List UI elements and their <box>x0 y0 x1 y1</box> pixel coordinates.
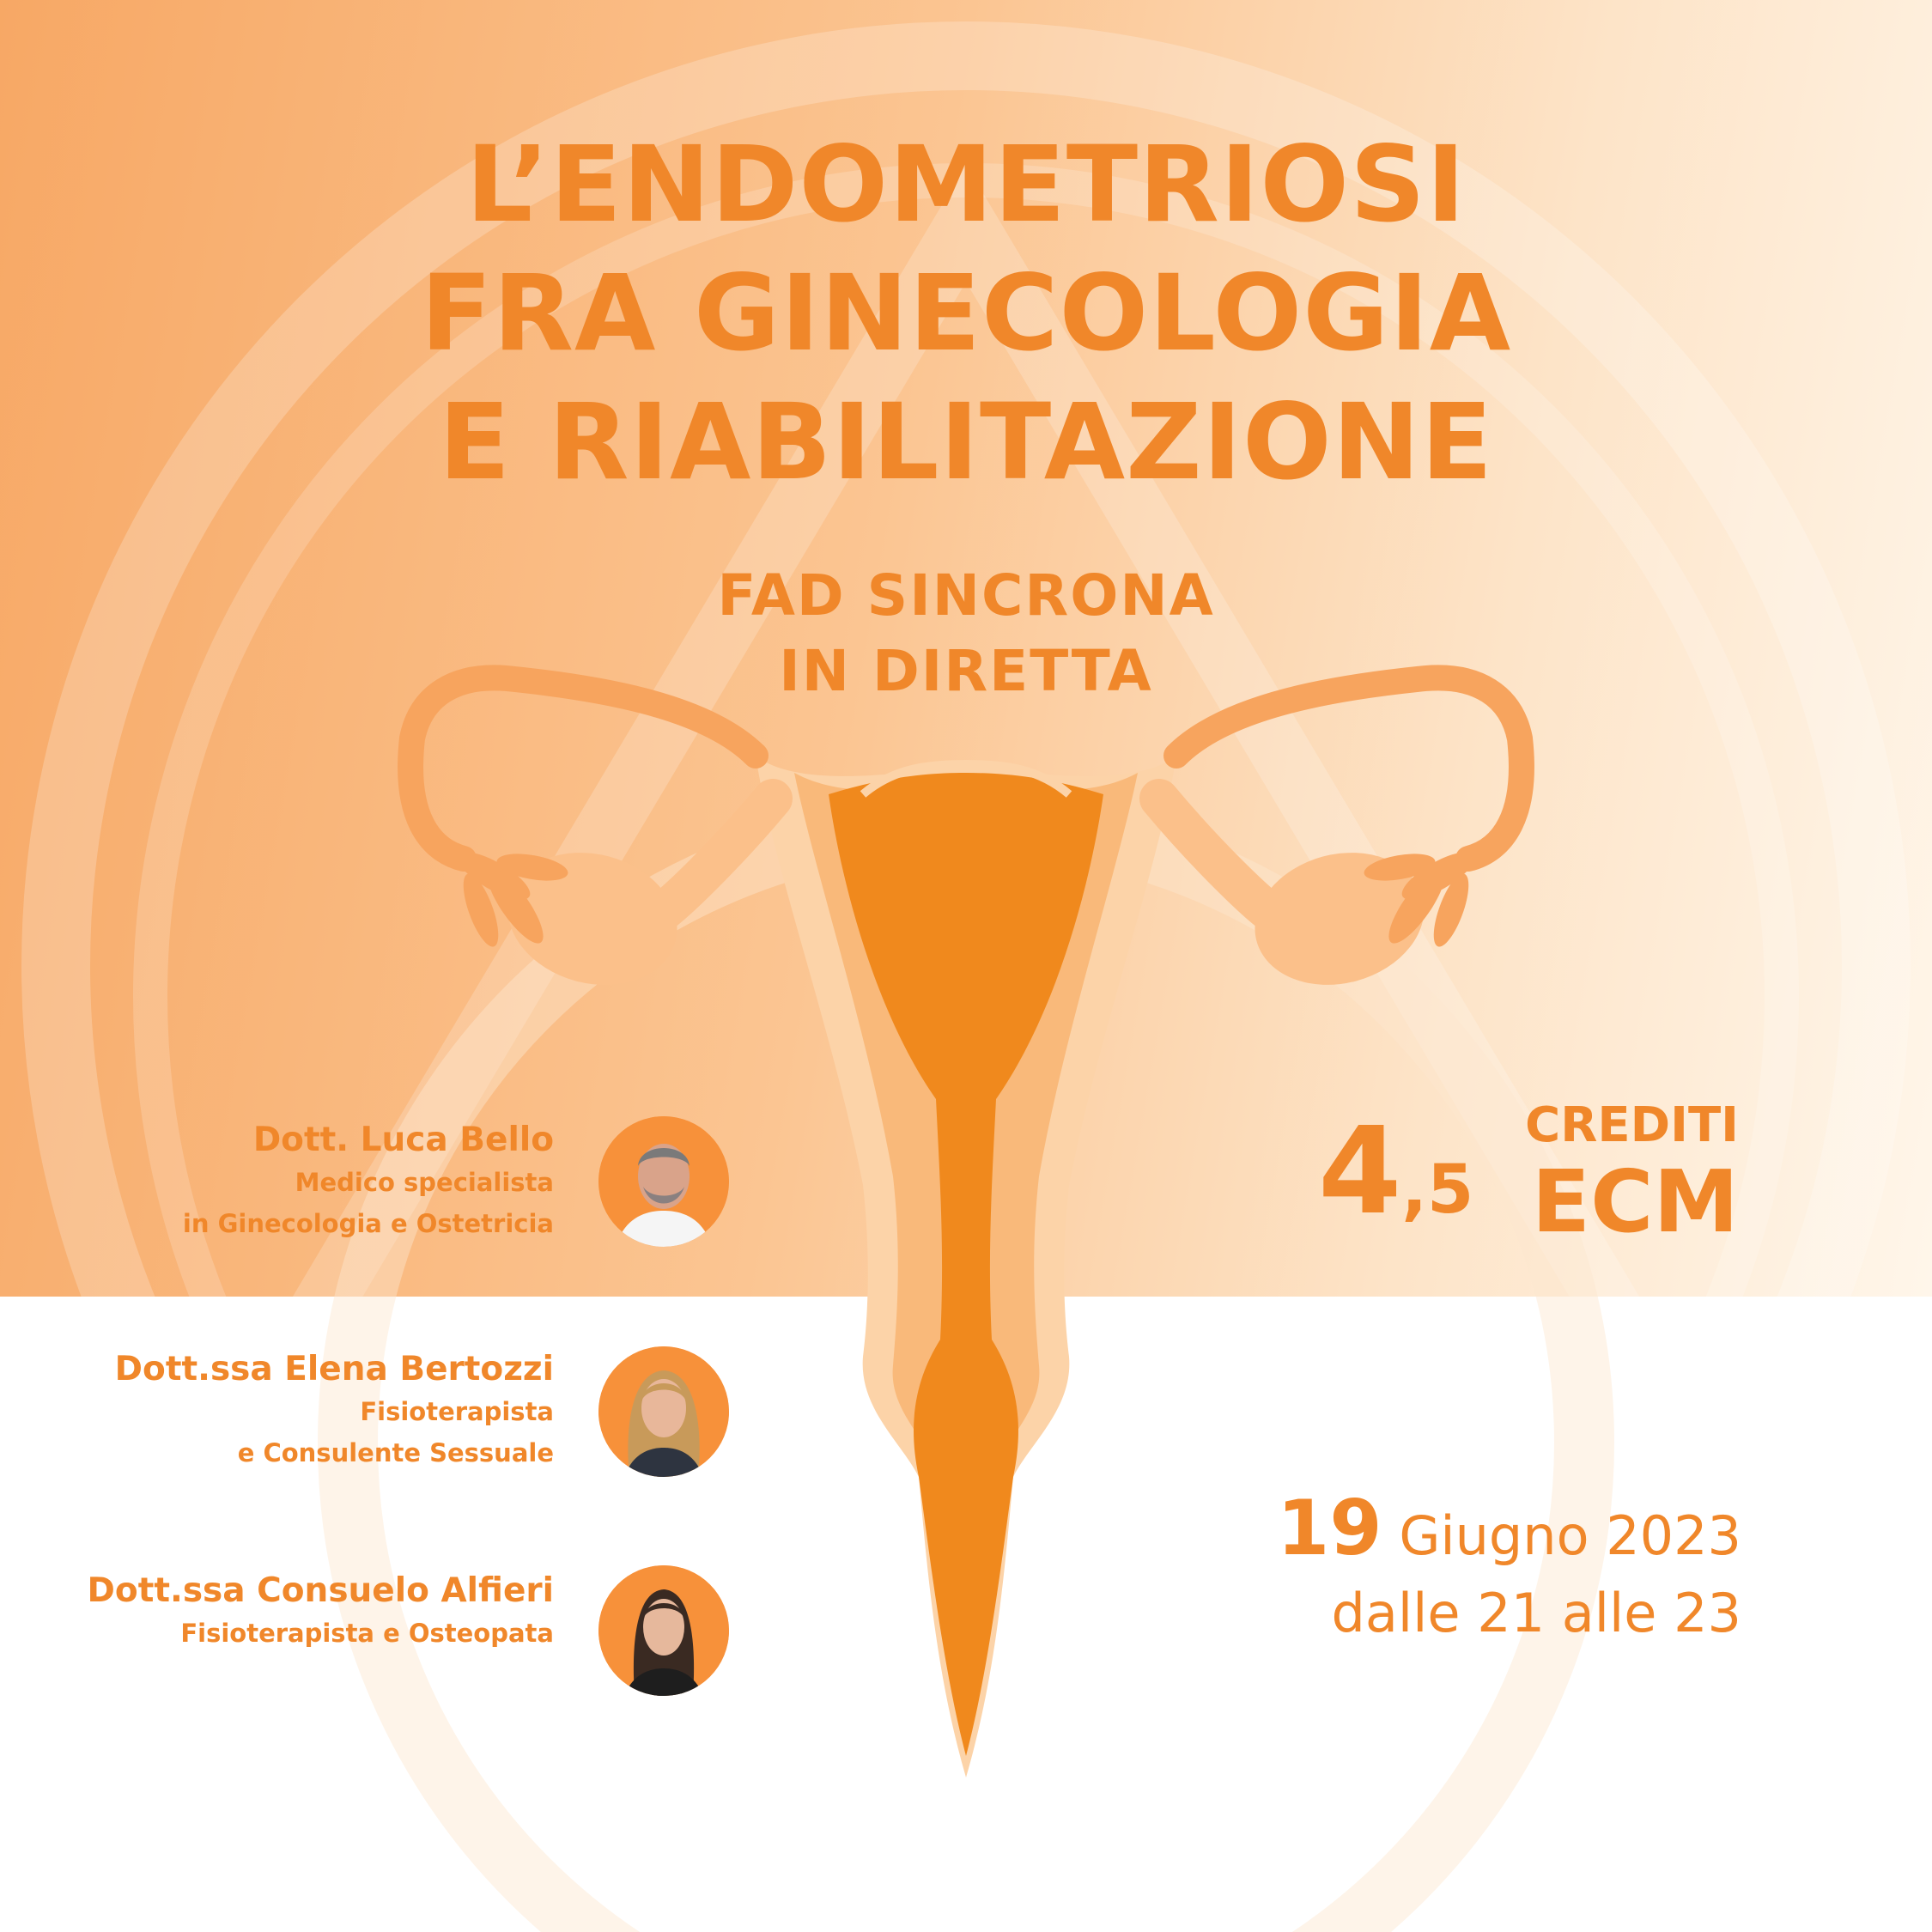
credits-decimal: ,5 <box>1401 1151 1474 1229</box>
speaker-name: Dott.ssa Elena Bertozzi <box>114 1350 554 1388</box>
event-date <box>1277 1484 1741 1652</box>
event-date-line <box>1277 1484 1741 1575</box>
speaker-photo <box>598 1116 729 1247</box>
title-line-2: FRA GINECOLOGIA <box>420 252 1512 374</box>
subtitle-line-1: FAD SINCRONA <box>717 562 1215 629</box>
event-month-year: Giugno 2023 <box>1399 1504 1741 1567</box>
speaker-role: in Ginecologia e Ostetricia <box>182 1209 554 1238</box>
event-day: 19 <box>1277 1484 1382 1572</box>
event-time: dalle 21 alle 23 <box>1331 1582 1741 1644</box>
speaker-role: Fisioterapista <box>360 1397 554 1426</box>
credits-unit: ECM <box>1531 1151 1739 1252</box>
speaker-luca-bello <box>183 1119 554 1244</box>
subtitle <box>0 558 1932 709</box>
speaker-role: e Consulente Sessuale <box>237 1438 554 1467</box>
title-line-1: L’ENDOMETRIOSI <box>465 124 1467 246</box>
title-line-3: E RIABILITAZIONE <box>438 381 1494 503</box>
speaker-photo <box>598 1565 729 1696</box>
speaker-name: Dott. Luca Bello <box>252 1121 554 1159</box>
speaker-elena-bertozzi <box>115 1348 554 1473</box>
page-title <box>0 120 1932 507</box>
speaker-role: Medico specialista <box>295 1168 554 1197</box>
speaker-consuelo-alfieri <box>88 1570 554 1654</box>
credits-label: CREDITI <box>1525 1097 1739 1153</box>
speaker-name: Dott.ssa Consuelo Alfieri <box>87 1571 554 1610</box>
subtitle-line-2: IN DIRETTA <box>779 638 1153 704</box>
credits-integer: 4 <box>1318 1102 1402 1242</box>
speaker-photo <box>598 1346 729 1477</box>
credits-number <box>1318 1102 1474 1255</box>
speaker-role: Fisioterapista e Osteopata <box>180 1619 554 1648</box>
